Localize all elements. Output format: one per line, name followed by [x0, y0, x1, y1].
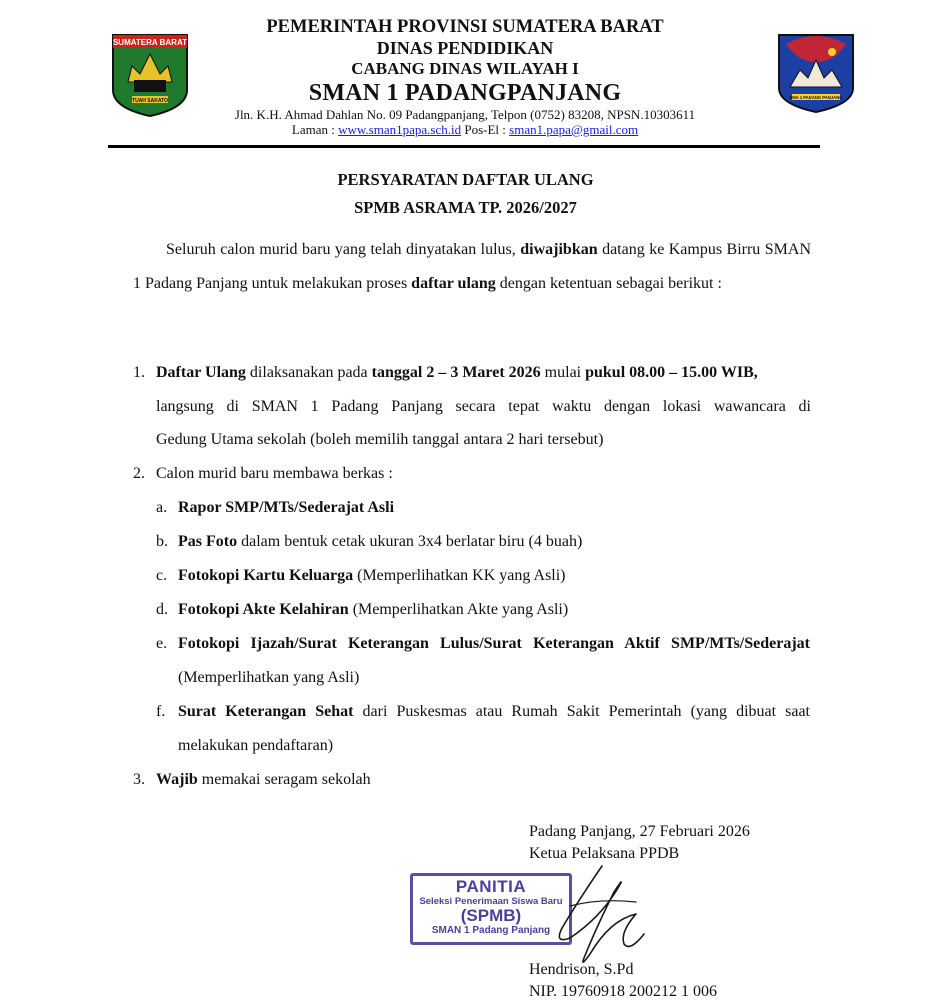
sub-item-letter: b.: [156, 533, 168, 550]
sub-item-letter: e.: [156, 635, 168, 652]
email-link[interactable]: sman1.papa@gmail.com: [509, 122, 639, 137]
item-1-line-1: [156, 356, 758, 390]
item-1-line-3: Gedung Utama sekolah (boleh memilih tanggal antara 2 hari tersebut): [156, 431, 604, 448]
sub-item-b-bold: Pas Foto: [178, 533, 238, 550]
stamp-line-1: PANITIA: [455, 877, 527, 896]
sub-item-a: [0, 491, 931, 525]
place-date: Padang Panjang, 27 Februari 2026: [529, 823, 750, 840]
list-item-1: [0, 356, 931, 390]
intro-paragraph: [133, 233, 811, 301]
school-name: SMAN 1 PADANGPANJANG: [308, 80, 622, 106]
school-logo: [776, 32, 856, 114]
item-3-text: memakai seragam sekolah: [197, 771, 371, 788]
web-label: Laman :: [291, 122, 339, 137]
signer-role: Ketua Pelaksana PPDB: [529, 845, 680, 862]
document-subtitle: SPMB ASRAMA TP. 2026/2027: [354, 198, 577, 217]
sub-item-letter: c.: [156, 567, 168, 584]
sub-item-letter: f.: [156, 703, 166, 720]
school-address: Jln. K.H. Ahmad Dahlan No. 09 Padangpanjang, Telpon (0752) 83208, NPSN.10303611: [234, 107, 696, 122]
sub-item-f-text: dari Puskesmas atau Rumah Sakit Pemerintah (yang dibuat saat: [353, 703, 811, 720]
sub-item-b-text: dalam bentuk cetak ukuran 3x4 berlatar biru (4 buah): [237, 533, 583, 550]
list-item-1-cont: [0, 390, 931, 424]
intro-bold-1: diwajibkan: [520, 241, 598, 258]
sub-item-e-cont: [0, 661, 931, 695]
sub-item-a-bold: Rapor SMP/MTs/Sederajat Asli: [178, 499, 395, 516]
signer-name: Hendrison, S.Pd: [529, 961, 634, 978]
item-number: 3.: [133, 771, 145, 788]
item-1-bold-2: tanggal 2 – 3 Maret 2026: [371, 364, 541, 381]
sub-item-f-cont: [0, 729, 931, 763]
school-contact: [200, 122, 730, 137]
sumbar-logo: [110, 32, 190, 118]
stamp-line-3: (SPMB): [460, 906, 522, 925]
item-1-line-2: langsung di SMAN 1 Padang Panjang secara tepat waktu dengan lokasi wawancara di: [156, 398, 811, 415]
sub-item-letter: d.: [156, 601, 168, 618]
document-title: PERSYARATAN DAFTAR ULANG: [337, 170, 594, 189]
stamp-line-4: SMAN 1 Padang Panjang: [431, 925, 551, 936]
sub-item-c-text: (Memperlihatkan KK yang Asli): [353, 567, 566, 584]
sub-item-f: [0, 695, 931, 729]
item-1-bold-1: Daftar Ulang: [156, 364, 246, 381]
logo-left-text: SUMATERA BARAT: [112, 38, 188, 47]
intro-bold-2: daftar ulang: [411, 275, 496, 292]
sub-item-letter: a.: [156, 499, 168, 516]
sub-item-d-bold: Fotokopi Akte Kelahiran: [178, 601, 349, 618]
sub-item-d: [0, 593, 931, 627]
intro-text-3: dengan ketentuan sebagai berikut :: [495, 275, 722, 292]
letterhead-agency: DINAS PENDIDIKAN: [376, 38, 554, 58]
sub-item-e-bold: Fotokopi Ijazah/Surat Keterangan Lulus/Surat Keterangan Aktif SMP/MTs/Sederajat: [178, 635, 810, 652]
sub-item-f-bold: Surat Keterangan Sehat: [178, 703, 354, 720]
item-1-bold-3: pukul 08.00 – 15.00 WIB,: [585, 364, 758, 381]
intro-text-1: Seluruh calon murid baru yang telah dinyatakan lulus,: [166, 241, 521, 258]
stamp-line-2: Seleksi Penerimaan Siswa Baru: [419, 896, 563, 907]
website-link[interactable]: www.sman1papa.sch.id: [338, 122, 462, 137]
sub-item-e-text: (Memperlihatkan yang Asli): [178, 669, 360, 686]
logo-left-banner: TUAH SAKATO: [132, 98, 168, 104]
item-1-text-1: dilaksanakan pada: [245, 364, 372, 381]
list-item-1-cont2: [0, 423, 931, 457]
sub-item-f-text-2: melakukan pendaftaran): [178, 737, 334, 754]
sub-item-d-text: (Memperlihatkan Akte yang Asli): [348, 601, 569, 618]
handwritten-signature: [540, 858, 650, 970]
email-label: Pos-El :: [461, 122, 510, 137]
sub-item-e: [0, 627, 931, 661]
item-number: 1.: [133, 364, 145, 381]
logo-right-banner: SMA 1 PADANG PANJANG: [789, 95, 843, 100]
sub-item-c: [0, 559, 931, 593]
item-3-bold: Wajib: [156, 771, 198, 788]
item-2-text: Calon murid baru membawa berkas :: [156, 465, 393, 482]
intro-text-2: datang ke Kampus Birru SMAN 1 Padang Panjang untuk melakukan proses: [133, 241, 812, 292]
letterhead: [200, 16, 730, 137]
item-1-text-2: mulai: [540, 364, 586, 381]
letterhead-branch: CABANG DINAS WILAYAH I: [351, 59, 579, 78]
signer-nip: NIP. 19760918 200212 1 006: [529, 983, 718, 1000]
sub-item-c-bold: Fotokopi Kartu Keluarga: [178, 567, 354, 584]
list-item-2: [0, 457, 931, 491]
letterhead-rule: [108, 145, 820, 148]
item-number: 2.: [133, 465, 145, 482]
list-item-3: [0, 763, 931, 797]
sub-item-b: [0, 525, 931, 559]
letterhead-province: PEMERINTAH PROVINSI SUMATERA BARAT: [266, 17, 664, 37]
